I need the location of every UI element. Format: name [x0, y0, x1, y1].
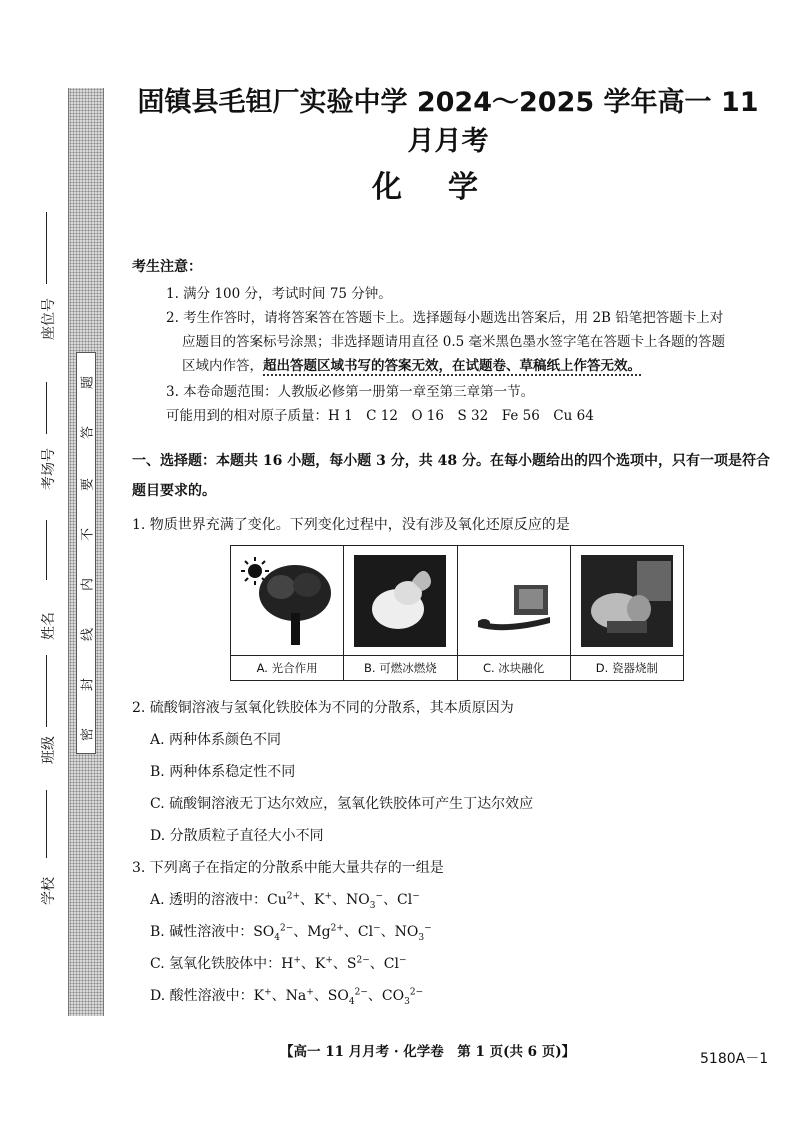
q3-option-a-ions: $Cu^{2+}$、K+、$NO_3^-$、Cl−	[267, 891, 420, 911]
q2-option-d[interactable]: D. 分散质粒子直径大小不同	[150, 828, 324, 844]
seat-label: 座位号	[41, 298, 57, 340]
atomic-masses: 可能用到的相对原子质量：H 1 C 12 O 16 S 32 Fe 56 Cu 64	[166, 408, 594, 424]
notice-item-2c	[182, 354, 641, 374]
q3-option-a[interactable]	[150, 889, 420, 911]
q1-caption-d: D. 瓷器烧制	[571, 655, 683, 680]
q1-option-b[interactable]	[344, 546, 457, 680]
notice-heading: 考生注意：	[132, 259, 202, 275]
page-footer: 【高一 11 月月考 · 化学卷 第 1 页(共 6 页)】	[280, 1044, 576, 1060]
q3-stem: 3. 下列离子在指定的分散系中能大量共存的一组是	[132, 860, 444, 876]
notice-item-3: 3. 本卷命题范围：人教版必修第一册第一章至第三章第一节。	[166, 384, 535, 400]
seal-char: 题	[80, 376, 96, 390]
q1-option-a[interactable]	[231, 546, 344, 680]
q1-caption-b: B. 可燃冰燃烧	[344, 655, 456, 680]
seal-box	[76, 352, 96, 754]
porcelain-firing-image	[571, 546, 683, 655]
seal-char: 密	[80, 728, 96, 742]
q3-option-b-prefix: B. 碱性溶液中：	[150, 924, 254, 940]
q3-option-b[interactable]	[150, 921, 432, 943]
q1-stem: 1. 物质世界充满了变化。下列变化过程中，没有涉及氧化还原反应的是	[132, 517, 570, 533]
q3-option-b-ions: $SO_4^{2-}$、$Mg^{2+}$、Cl−、$NO_3^-$	[253, 923, 432, 943]
melting-ice-image	[458, 546, 570, 655]
q3-option-d-prefix: D. 酸性溶液中：	[150, 988, 254, 1004]
seal-char: 封	[80, 678, 96, 692]
q2-option-c[interactable]: C. 硫酸铜溶液无丁达尔效应，氢氧化铁胶体可产生丁达尔效应	[150, 796, 534, 812]
seal-char: 不	[80, 528, 96, 542]
room-blank[interactable]	[46, 382, 47, 434]
class-label: 班级	[41, 736, 57, 764]
section-1-heading: 一、选择题：本题共 16 小题，每小题 3 分，共 48 分。在每小题给出的四个选项中，只有一项是符合题目要求的。	[132, 453, 770, 499]
q1-option-c[interactable]	[458, 546, 571, 680]
notice-item-2b: 应题目的答案标号涂黑；非选择题请用直径 0.5 毫米黑色墨水签字笔在答题卡上各题的答题	[182, 334, 726, 350]
name-label: 姓名	[41, 612, 57, 640]
q3-option-a-prefix: A. 透明的溶液中：	[150, 892, 268, 908]
q1-option-d[interactable]	[571, 546, 683, 680]
school-label: 学校	[41, 877, 57, 905]
q3-option-d[interactable]	[150, 985, 423, 1007]
exam-title: 固镇县毛钽厂实验中学 2024～2025 学年高一 11 月月考	[137, 87, 759, 157]
q3-option-d-ions: K+、Na+、$SO_4^{2-}$、$CO_3^{2-}$	[253, 987, 424, 1007]
q3-option-c-prefix: C. 氢氧化铁胶体中：	[150, 956, 282, 972]
q2-option-a[interactable]: A. 两种体系颜色不同	[150, 732, 282, 748]
notice-item-2a: 2. 考生作答时，请将答案答在答题卡上。选择题每小题选出答案后，用 2B 铅笔把答题卡上对	[166, 310, 724, 326]
seal-char: 线	[80, 628, 96, 642]
notice-item-2c-emphasis: 超出答题区域书写的答案无效，在试题卷、草稿纸上作答无效。	[263, 358, 641, 374]
seal-char: 要	[80, 478, 96, 492]
q2-option-b[interactable]: B. 两种体系稳定性不同	[150, 764, 296, 780]
q1-image-table	[230, 545, 684, 681]
q2-stem: 2. 硫酸铜溶液与氢氧化铁胶体为不同的分散系，其本质原因为	[132, 700, 514, 716]
seal-char: 内	[80, 578, 96, 592]
burning-ice-image	[344, 546, 456, 655]
school-blank[interactable]	[46, 790, 47, 858]
q1-caption-a: A. 光合作用	[231, 655, 343, 680]
notice-item-1: 1. 满分 100 分，考试时间 75 分钟。	[166, 286, 392, 302]
paper-code: 5180A－1	[700, 1051, 769, 1067]
name-blank[interactable]	[46, 520, 47, 580]
tree-sun-image	[231, 546, 343, 655]
q1-caption-c: C. 冰块融化	[458, 655, 570, 680]
q3-option-c[interactable]	[150, 953, 407, 973]
notice-item-2c-plain: 区域内作答，	[182, 358, 263, 374]
seal-char: 答	[80, 426, 96, 440]
q3-option-c-ions: H+、K+、$S^{2-}$、Cl−	[281, 955, 407, 972]
room-label: 考场号	[41, 448, 57, 490]
subject-title: 化学	[372, 170, 524, 205]
class-blank[interactable]	[46, 655, 47, 727]
seat-blank[interactable]	[46, 212, 47, 284]
